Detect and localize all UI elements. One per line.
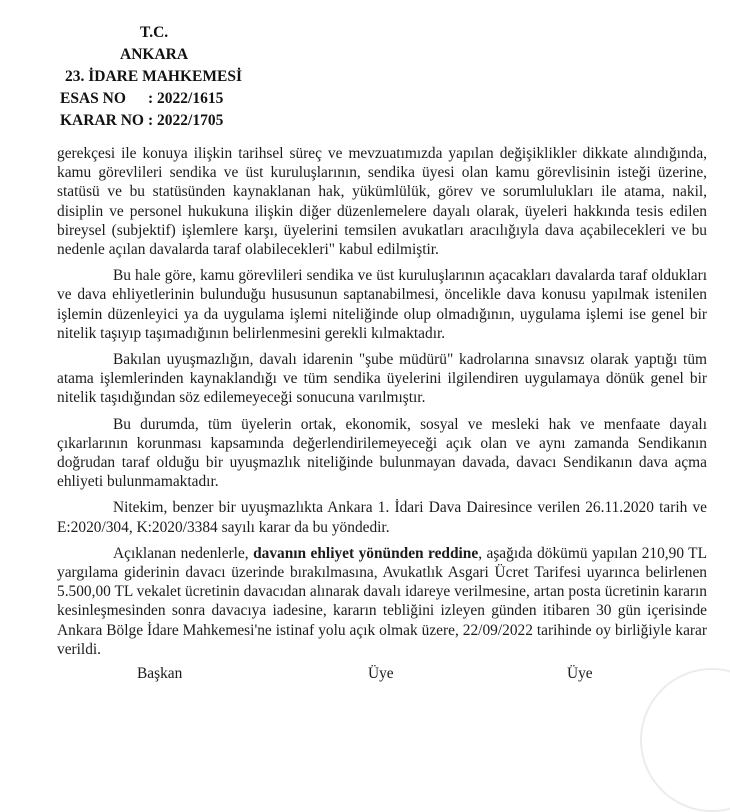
decision-intro: Açıklanan nedenlerle,	[113, 544, 254, 562]
paragraph-5: Nitekim, benzer bir uyuşmazlıkta Ankara 1. İdari Dava Dairesince verilen 26.11.2020 tarih ve E:2020/304, K:2020/3384 sayılı karar da bu yöndedir.	[57, 499, 707, 536]
document-body	[57, 144, 707, 666]
esas-no-value: : 2022/1615	[148, 90, 224, 107]
seal-outline	[640, 668, 730, 812]
karar-no-row	[60, 110, 242, 132]
esas-no-label: ESAS NO	[60, 90, 126, 107]
signature-uye-2: Üye	[567, 665, 593, 682]
paragraph-2: Bu hale göre, kamu görevlileri sendika ve üst kuruluşlarının açacakları davalarda taraf oldukları ve dava ehliyetlerinin bulunduğu hususunun saptanabilmesi, öncelikle dava konusu yapılmak istenilen işlemin düzenleyici ya da uygulama işlemi niteliğinde olup olmadığının, uygulama işlemi ise genel bir nitelik taşıyıp taşımadığının belirlenmesini gerekli kılmaktadır.	[57, 267, 707, 342]
paragraph-3: Bakılan uyuşmazlığın, davalı idarenin "şube müdürü" kadrolarına sınavsız olarak yaptığı tüm atama işlemlerinden kaynaklandığı ve tüm sendika üyelerini ilgilendiren uygulamaya dönük genel bir nitelik taşıdığından söz edilemeyeceği sonucuna varılmıştır.	[57, 351, 707, 407]
karar-no-value: : 2022/1705	[148, 112, 224, 129]
decision-details: , aşağıda dökümü yapılan 210,90 TL yargılama giderinin davacı üzerinde bırakılmasına, Avukatlık Asgari Ücret Tarifesi uyarınca belirlenen 5.500,00 TL vekalet ücretinin davacıdan alınarak davalı idareye verilmesine, artan posta ücretinin kararın kesinleşmesinden sonra davacıya iadesine, kararın tebliğini izleyen günden itibaren 30 gün içerisinde Ankara Bölge İdare Mahkemesi'ne istinaf yolu açık olmak üzere, 22/09/2022 tarihinde oy birliğiyle karar verildi.	[57, 544, 707, 658]
header-city: ANKARA	[120, 46, 189, 63]
header-court: 23. İDARE MAHKEMESİ	[65, 68, 242, 85]
paragraph-4: Bu durumda, tüm üyelerin ortak, ekonomik, sosyal ve mesleki hak ve menfaate dayalı çıkarlarının korunması kapsamında değerlendirilemeyeceği açık olan ve aynı zamanda Sendikanın doğrudan taraf olduğu bir uyuşmazlık niteliğinde bulunmayan davada, davacı Sendikanın dava açma ehliyeti bulunmamaktadır.	[57, 415, 707, 491]
signature-uye-1: Üye	[368, 665, 394, 682]
header-tc: T.C.	[140, 24, 169, 41]
signature-baskan: Başkan	[137, 665, 183, 682]
document-header	[60, 22, 242, 132]
paragraph-decision	[57, 544, 707, 659]
karar-no-label: KARAR NO	[60, 112, 144, 129]
paragraph-1: gerekçesi ile konuya ilişkin tarihsel süreç ve mevzuatımızda yapılan değişiklikler dikkate alındığında, kamu görevlileri sendika ve üst kuruluşlarının, sendika üyesi olan kamu görevlisinin isteği üzerine, statüsü ve bu statüsünden kaynaklanan hak, yükümlülük, görev ve sorumlulukları ile atama, nakil, disiplin ve personel hukukuna ilişkin diğer düzenlemelere dayalı olarak, üyeleri hakkında tesis edilen bireysel (subjektif) işlemlere karşı, üyelerini temsilen avukatları aracılığıyla dava açabilecekleri ve bu nedenle açılan davalarda taraf olabilecekleri" kabul edilmiştir.	[57, 145, 707, 259]
esas-no-row	[60, 88, 242, 110]
decision-ruling: davanın ehliyet yönünden reddine	[253, 544, 479, 562]
